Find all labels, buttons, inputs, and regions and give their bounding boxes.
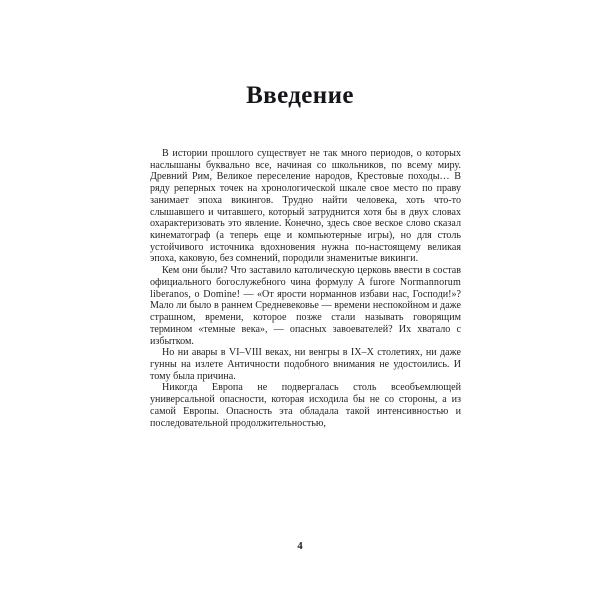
- paragraph-4: Никогда Европа не подвергалась столь всеобъемлющей универсальной опасности, которая исходила бы не со стороны, а из самой Европы. Опасность эта обладала такой интенсивностью и последовательной продолжительностью,: [150, 382, 461, 429]
- paragraph-1: В истории прошлого существует не так много периодов, о которых наслышаны буквально все, начиная со школьников, по всему миру. Древний Рим, Великое переселение народов, Крестовые походы… В ряду реперных точек на хронологической шкале свое место по праву занимает эпоха викингов. Трудно найти человека, хоть что-то слышавшего и читавшего, который затруднится хотя бы в двух словах охарактеризовать это явление. Конечно, здесь свое веское слово сказал кинематограф (а теперь еще и компьютерные игры), но для столь устойчивого источника вдохновения нужна по-настоящему великая эпоха, каковую, без сомнений, породили знаменитые викинги.: [150, 148, 461, 265]
- page-number: 4: [297, 541, 303, 552]
- paragraph-2-lead: Кем они были? Что заставило католическую церковь ввести в состав официального богослужебного чина формулу: [150, 265, 461, 288]
- latin-phrase: A furore Normannorum liberanos, o Domine!: [150, 276, 461, 300]
- paragraph-3: Но ни авары в VI–VIII веках, ни венгры в IX–X столетиях, ни даже гунны на излете Античности подобного внимания не удостоились. И тому была причина.: [150, 347, 461, 382]
- paragraph-2: [150, 265, 461, 347]
- paragraph-2-tail: — «От ярости норманнов избави нас, Господи!»? Мало ли было в раннем Средневековье — времени неспокойном и даже страшном, времени, которое позже стали называть говорящим термином «темные века», — опасных завоевателей? Их хватало с избытком.: [150, 288, 461, 347]
- page-title: Введение: [246, 81, 354, 109]
- body-text-column: [150, 148, 461, 429]
